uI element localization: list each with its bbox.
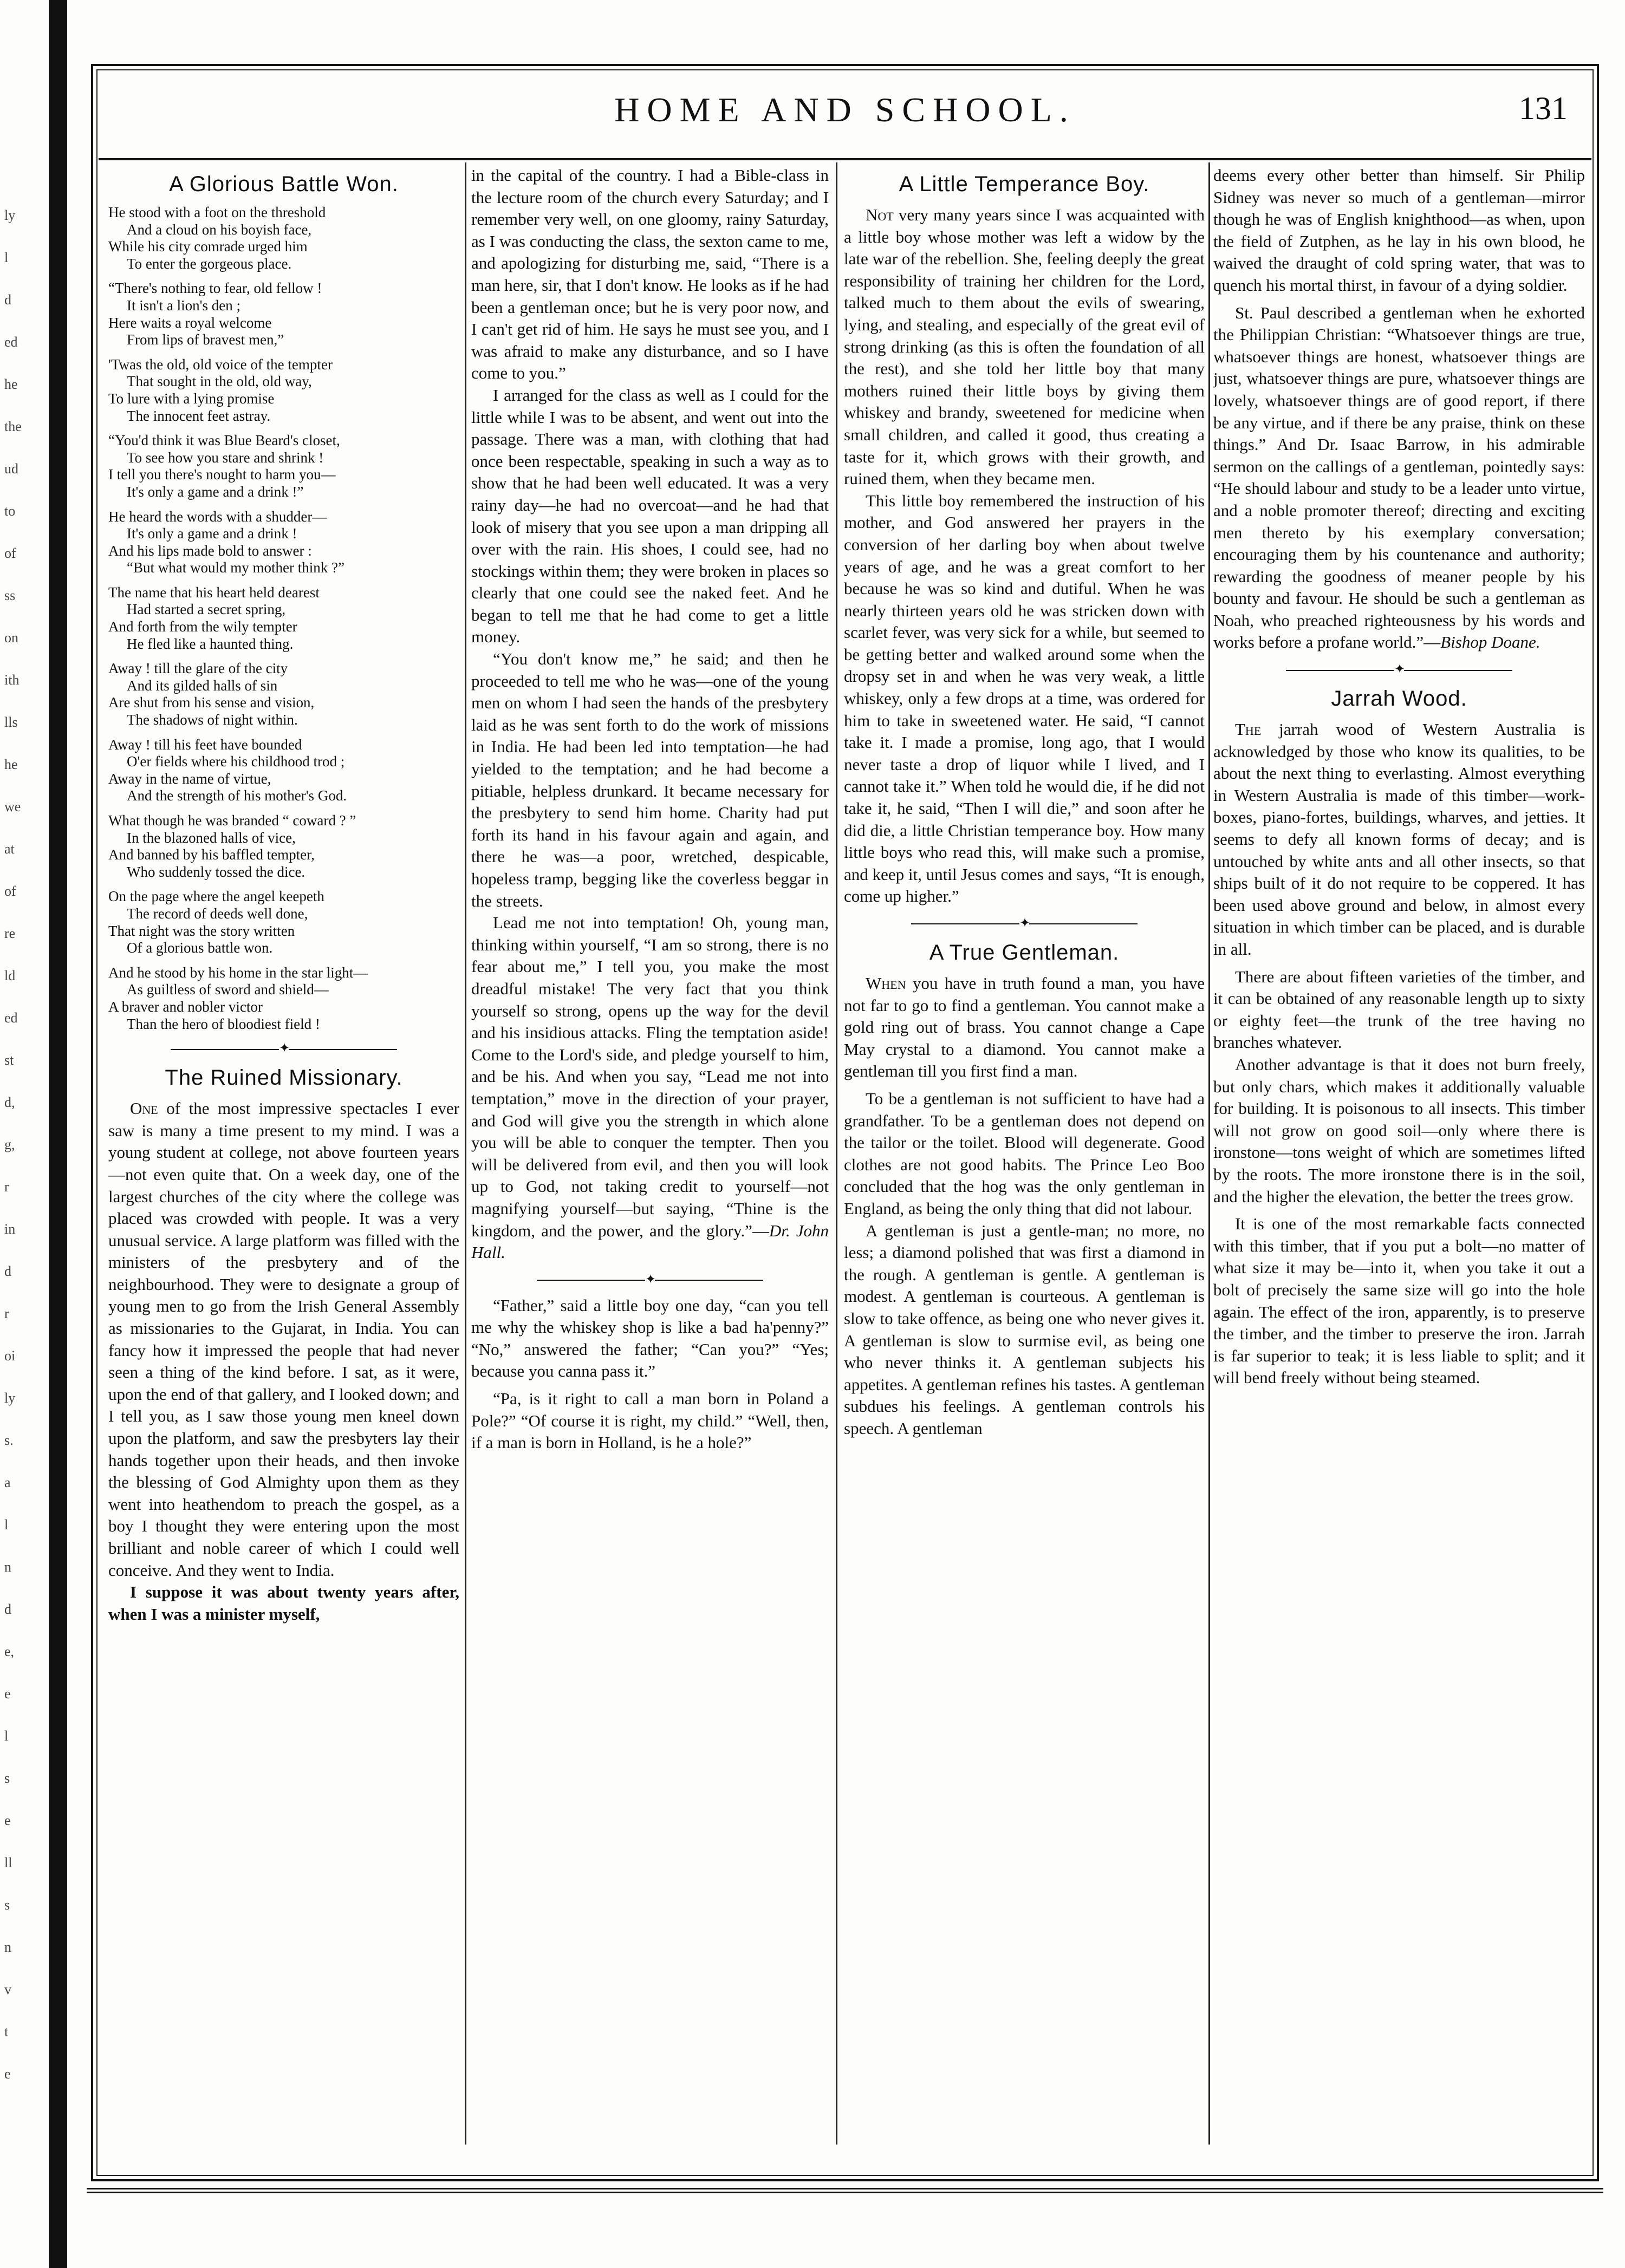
article-paragraph: To be a gentleman is not sufficient to have had a grandfather. To be a gentleman does not depend on the tailor or the toilet. Blood will degenerate. Good clothes are not good habits. The Prince Leo Boo concluded that the hog was the only gentleman in England, as being the only thing that did not labour. [844,1089,1205,1218]
article-title: A True Gentleman. [929,941,1120,964]
article-title: Jarrah Wood. [1331,687,1467,711]
margin-fragment: l [4,250,9,265]
margin-fragment: e [4,1686,11,1702]
poem-line: Away ! till the glare of the city [108,660,288,677]
margin-fragment: a [4,1475,11,1490]
margin-fragment: e [4,1813,11,1828]
poem-stanza [108,964,459,1033]
margin-fragment: in [4,1221,16,1237]
poem-stanza [108,737,459,805]
poem-stanza [108,812,459,881]
poem-line: It isn't a lion's den ; [127,297,240,314]
article-paragraph: in the capital of the country. I had a Bible-class in the lecture room of the church every Saturday; and I remember very well, on one gloomy, rainy Saturday, as I was conducting the class, the sexton came to me, and apologizing for disturbing me, said, “There is a man here, sir, that I don't know. He looks as if he had been a gentleman once; but he is very poor now, and I can't get rid of him. He says he must see you, and I was afraid to make any disturbance, and so I have come to you.” [471,166,829,383]
bottom-rule [87,2188,1603,2193]
poem-line: A braver and nobler victor [108,998,263,1015]
margin-fragment: ld [4,968,16,983]
margin-fragment: re [4,926,16,941]
author-credit: Dr. John Hall. [471,1221,829,1262]
margin-fragment: to [4,503,16,519]
poem-body [108,204,459,1033]
article-paragraph: Lead me not into temptation! Oh, young man, thinking within yourself, “I am so strong, there is no fear about me,” I tell you, you make the most dreadful mistake! The very fact that you think yourself so strong, opens up the way for the devil and his insidious attacks. Fling the temptation aside! Come to the Lord's side, and pledge yourself to him, and be his. And when you say, “Lead me not into temptation,” move in the direction of your prayer, and God will give you the strength in which alone you will be able to conquer the tempter. Then you will be delivered from evil, and then you will look up to God, not taking credit to yourself—not magnifying yourself—but saying, “Thine is the kingdom, and the power, and the glory.”—Dr. John Hall. [471,913,829,1262]
poem-line: And banned by his baffled tempter, [108,846,315,863]
poem-line: The shadows of night within. [127,712,298,728]
poem-line: To see how you stare and shrink ! [127,449,324,466]
poem-line: On the page where the angel keepeth [108,888,324,905]
margin-fragment: he [4,376,18,392]
margin-fragment: r [4,1179,9,1195]
column-rule [1208,162,1210,2145]
poem-line: “There's nothing to fear, old fellow ! [108,280,322,297]
poem-line: And its gilded halls of sin [127,677,278,694]
poem-line: I tell you there's nought to harm you— [108,466,336,483]
column-rule [836,162,837,2145]
poem-stanza [108,888,459,956]
column-rule [465,162,466,2145]
poem-line: Here waits a royal welcome [108,314,272,331]
article-paragraph: When you have in truth found a man, you have not far to go to find a gentleman. You cannot make a gold ring out of brass. You cannot change a Cape May crystal to a diamond. You cannot make a gentleman till you first find a man. [844,974,1205,1081]
poem-line: To lure with a lying promise [108,390,275,407]
margin-fragment: g, [4,1137,15,1152]
poem-title: A Glorious Battle Won. [169,172,399,196]
margin-fragment: at [4,841,15,857]
margin-fragment: d [4,1263,11,1279]
margin-fragment: ith [4,672,20,688]
poem-line: Than the hero of bloodiest field ! [127,1015,320,1032]
article-paragraph: There are about fifteen varieties of the timber, and it can be obtained of any reasonable length up to sixty or eighty feet—the trunk of the tree having no branches whatever. [1213,967,1585,1052]
poem-line: O'er fields where his childhood trod ; [127,753,345,770]
poem-line: It's only a game and a drink ! [127,525,297,542]
margin-fragment: lls [4,714,18,730]
margin-fragment: v [4,1982,11,1997]
poem-line: The name that his heart held dearest [108,584,320,601]
lead-word: Not [866,205,894,224]
poem-line: Are shut from his sense and vision, [108,694,315,711]
poem-line: And the strength of his mother's God. [127,787,347,804]
poem-line: He heard the words with a shudder— [108,508,327,525]
margin-fragment: l [4,1728,9,1744]
poem-line: In the blazoned halls of vice, [127,829,296,846]
anecdote-paragraph: “Pa, is it right to call a man born in Poland a Pole?” “Of course it is right, my child.” “Well, then, if a man is born in Holland, is he a hole?” [471,1389,829,1452]
poem-line: He stood with a foot on the threshold [108,204,326,220]
article-paragraph: One of the most impressive spectacles I ever saw is many a time present to my mind. I was a young student at college, not above fourteen years—not even quite that. On a week day, one of the largest churches of the city where the college was placed was crowded with people. It was a very unusual service. A large platform was filled with the ministers of the presbytery and of the neighbourhood. They were to designate a group of young men to go from the Irish General Assembly as missionaries to the Gujarat, in India. You can fancy how it impressed the people that had never seen a thing of the kind before. I sat, as it were, upon the end of that gallery, and I looked down; and I tell you, as I saw those young men kneel down upon the platform, and saw the presbyters lay their hands together upon their heads, and then invoke the blessing of God Almighty upon them as they went into heathendom to preach the gospel, as a boy I thought they were entering upon the most brilliant and noble career of which I could well conceive. And they went to India. [108,1099,459,1580]
poem-line: Who suddenly tossed the dice. [127,863,306,880]
poem-stanza [108,509,459,577]
poem-line: Away in the name of virtue, [108,770,271,787]
article-paragraph: It is one of the most remarkable facts connected with this timber, that if you put a bolt—no matter of what size it may be—into it, when you take it out a bolt of precisely the same size will go into the hole again. The effect of the iron, apparently, is to preserve the timber, and the timber to preserve the iron. Jarrah is far superior to teak; it is less liable to split; and it will bend freely without being steamed. [1213,1214,1585,1387]
margin-fragment: of [4,883,16,899]
poem-line: 'Twas the old, old voice of the tempter [108,356,333,373]
article-paragraph: deems every other better than himself. Sir Philip Sidney was never so much of a gentleman—mirror though he was of English knighthood—as when, upon the field of Zutphen, as he lay in his own blood, he waived the draught of cold spring water, that was to quench his mortal thirst, in favour of a dying soldier. [1213,166,1585,295]
author-credit: Bishop Doane. [1440,633,1540,652]
binding-spine [49,0,67,2268]
column-3 [844,162,1205,2145]
anecdote-paragraph: “Father,” said a little boy one day, “can you tell me why the whiskey shop is like a bad ha'penny?” “No,” answered the father; “Can you?” “Yes; because you canna pass it.” [471,1295,829,1381]
article-paragraph: A gentleman is just a gentle-man; no more, no less; a diamond polished that was first a diamond in the rough. A gentleman is gentle. A gentleman is modest. A gentleman is courteous. A gentleman is slow to take offence, as being one who never gives it. A gentleman is slow to surmise evil, as being one who never thinks it. A gentleman subjects his appetites. A gentleman refines his tastes. A gentleman subdues his feelings. A gentleman controls his speech. A gentleman [844,1221,1205,1438]
poem-line: And he stood by his home in the star light— [108,964,368,981]
article-paragraph: I suppose it was about twenty years after, when I was a minister myself, [108,1582,459,1624]
poem-line: “But what would my mother think ?” [127,559,344,576]
column-2 [471,162,829,2145]
margin-fragment: n [4,1559,11,1575]
poem-line: That night was the story written [108,922,295,939]
margin-fragment: ed [4,1010,18,1026]
article-paragraph: Another advantage is that it does not burn freely, but only chars, which makes it additionally valuable for building. It is poisonous to all insects. This timber will not grow on good soil—only where there is ironstone—tons weight of which are sometimes lifted by the roots. The more ironstone there is in the soil, and the higher the elevation, the better the trees grow. [1213,1054,1585,1206]
margin-fragment: he [4,757,18,772]
poem-line: He fled like a haunted thing. [127,635,294,652]
margin-fragment: e [4,2066,11,2082]
poem-line: As guiltless of sword and shield— [127,981,329,998]
margin-fragment: ud [4,461,18,477]
margin-fragment: s. [4,1432,14,1448]
margin-fragment: ed [4,334,18,350]
divider-ornament: ✦ [1213,661,1585,677]
margin-fragment: n [4,1939,11,1955]
poem-stanza [108,660,459,728]
article-paragraph: “You don't know me,” he said; and then he proceeded to tell me who he was—one of the young men on whom I had seen the hands of the presbytery laid as he was sent forth to do the work of missions in India. He had been led into temptation—he had yielded to the temptation; and he had become a pitiable, helpless drunkard. It became necessary for the presbytery to send him home. Charity had put forth its hand in his favour again and again, and there he was—a poor, wretched, despicable, hopeless tramp, begging like the coverless beggar in the streets. [471,649,829,910]
poem-line: And his lips made bold to answer : [108,542,312,559]
poem-stanza [108,584,459,653]
margin-fragment: l [4,1517,9,1533]
margin-fragment: ly [4,1390,16,1406]
margin-fragment: d [4,1601,11,1617]
adjacent-page-margin [0,0,46,2268]
column-4 [1213,162,1585,2145]
poem-line: Of a glorious battle won. [127,940,273,956]
poem-line: While his city comrade urged him [108,238,308,255]
poem-line: And forth from the wily tempter [108,618,297,635]
margin-fragment: e, [4,1644,15,1659]
poem-line: It's only a game and a drink !” [127,483,304,500]
poem-line: The innocent feet astray. [127,407,271,424]
poem-line: What though he was branded “ coward ? ” [108,812,356,829]
header-rule [99,158,1591,160]
divider-ornament: ✦ [108,1040,459,1056]
margin-fragment: ly [4,207,16,223]
margin-fragment: s [4,1897,10,1913]
article-title: The Ruined Missionary. [165,1066,403,1090]
lead-word: When [866,974,906,993]
article-paragraph: St. Paul described a gentleman when he exhorted the Philippian Christian: “Whatsoever things are true, whatsoever things are honest, whatsoever things are just, whatsoever things are pure, whatsoever things are lovely, whatsoever things are of good report, if there be any virtue, and if there be any praise, think on these things.” And Dr. Isaac Barrow, in his admirable sermon on the callings of a gentleman, pointedly says: “He should labour and study to be a leader unto virtue, and a noble promoter thereof; directing and exciting men thereto by his exemplary conversation; encouraging them by his countenance and authority; rewarding the goodness of meaner people by his bounty and favour. He should be such a gentleman as Noah, who preached righteousness by his words and works before a profane world.”—Bishop Doane. [1213,303,1585,652]
poem-line: To enter the gorgeous place. [127,255,292,272]
poem-stanza [108,204,459,272]
poem-stanza [108,280,459,348]
poem-line: From lips of bravest men,” [127,331,284,348]
poem-line: Had started a secret spring, [127,601,286,618]
margin-fragment: ll [4,1855,12,1871]
poem-line: The record of deeds well done, [127,905,308,922]
margin-fragment: t [4,2024,9,2039]
divider-ornament: ✦ [471,1272,829,1287]
margin-fragment: s [4,1770,10,1786]
column-1 [108,162,459,2145]
lead-word: The [1235,720,1262,739]
margin-fragment: ss [4,588,16,603]
margin-fragment: on [4,630,18,646]
margin-fragment: d [4,292,11,308]
lead-word: One [130,1099,158,1118]
margin-fragment: the [4,419,22,434]
page-number: 131 [1519,90,1568,126]
publication-title: HOME AND SCHOOL. [614,90,1076,129]
poem-line: “You'd think it was Blue Beard's closet, [108,432,340,449]
margin-fragment: we [4,799,21,814]
divider-ornament: ✦ [844,915,1205,931]
article-paragraph: Not very many years since I was acquainted with a little boy whose mother was left a widow by the late war of the rebellion. She, feeling deeply the great responsibility of training her children for the Lord, talked much to them about the evils of swearing, lying, and stealing, and especially of the great evil of strong drinking (as this is often the foundation of all the rest), and she told her little boy that many mothers ruined their little boys by giving them whiskey and brandy, sweetened for medicine when small children, and called it good, thus creating a taste for it, which grows with their growth, and ruined them, when they became men. [844,205,1205,488]
article-paragraph: This little boy remembered the instruction of his mother, and God answered her prayers in the conversion of her darling boy when about twelve years of age, and he was a great comfort to her because he was so kind and dutiful. When he was nearly thirteen years old he was stricken down with scarlet fever, was very sick for a while, but seemed to be getting better and walked around some when the dropsy set in and when he was very weak, a little whiskey, only a few drops at a time, was ordered for him to take in sweetened water. He said, “I cannot take it. I made a promise, long ago, that I would never taste a drop of liquor while I lived, and I cannot take it.” When told he would die, if he did not take it, he said, “Then I will die,” and soon after he did die, a little Christian temperance boy. How many little boys who read this, will make such a promise, and keep it, until Jesus comes and says, “It is enough, come up higher.” [844,491,1205,906]
margin-fragment: r [4,1306,9,1321]
article-paragraph: I arranged for the class as well as I could for the little while I was to be absent, and went out into the passage. There was a man, with clothing that had once been respectable, speaking in such a way as to show that he had been well educated. It was a very rainy day—he had no overcoat—and he had that look of misery that you see upon a man dripping all over with the rain. His shoes, I could see, had no stockings within them; they were broken in places so clearly that one could see the naked feet. And he began to tell me that he had come to get a little money. [471,385,829,647]
margin-fragment: of [4,545,16,561]
poem-stanza [108,356,459,425]
poem-line: Away ! till his feet have bounded [108,736,302,753]
margin-fragment: oi [4,1348,16,1364]
poem-stanza [108,432,459,500]
margin-fragment: d, [4,1094,15,1110]
article-paragraph: The jarrah wood of Western Australia is acknowledged by those who know its qualities, to be about the next thing to everlasting. Almost everything in Western Australia is made of this timber—work-boxes, piano-fortes, buildings, wharves, and jetties. It seems to defy all known forms of decay; and is untouched by white ants and all other insects, so that ships built of it do not require to be coppered. It has been used above ground and below, in almost every situation in which timber can be placed, and is durable in all. [1213,720,1585,959]
poem-line: And a cloud on his boyish face, [127,221,312,238]
poem-line: That sought in the old, old way, [127,373,312,390]
article-title: A Little Temperance Boy. [899,172,1150,196]
running-header [99,87,1591,152]
margin-fragment: st [4,1052,14,1068]
